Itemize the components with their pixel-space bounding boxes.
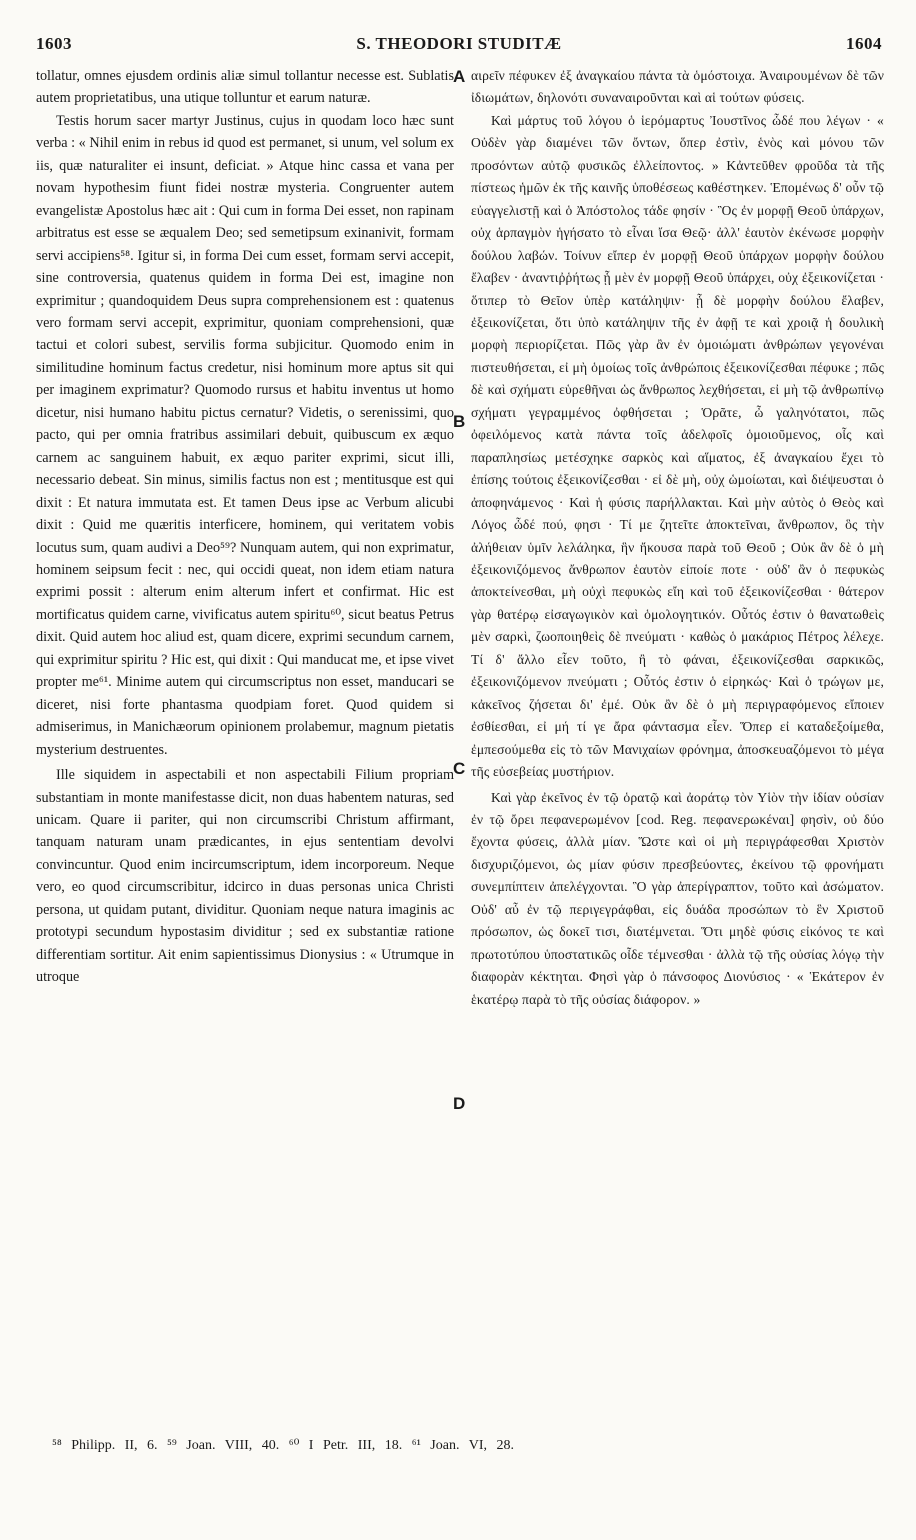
running-title: S. THEODORI STUDITÆ (356, 34, 562, 53)
latin-column (36, 65, 454, 989)
greek-paragraph: Καὶ μάρτυς τοῦ λόγου ὁ ἱερόμαρτυς Ἰουστῖνος ὧδέ που λέγων · « Οὐδὲν γὰρ διαμένει τῶν ὄντων, ὅπερ ἐστὶν, ἑνὸς καὶ μόνου τῶν προσόντων αὐτῷ φυσικῶς ἐλλείποντος. » Κἀντεῦθεν φροῦδα τὰ τῆς πίστεως ἡμῶν ἐκ τῆς καινῆς ὑποθέσεως καθέστηκεν. Ἑπομένως δ' οὖν τῷ εὐαγγελιστῇ καὶ ὁ Ἀπόστολος τάδε φησίν · Ὃς ἐν μορφῇ Θεοῦ ὑπάρχων, οὐχ ἁρπαγμὸν ἡγήσατο τὸ εἶναι ἴσα Θεῷ· ἀλλ' ἑαυτὸν ἐκένωσε μορφὴν δούλου λαβών. Τοίνυν εἴπερ ἐν μορφῇ Θεοῦ ὑπάρχων μορφὴν δούλου ἔλαβεν · ἀναντιῤῥήτως ᾗ μὲν ἐν μορφῇ Θεοῦ ὑπάρχει, οὐχ ἐξεικονίζεται · ὅτιπερ τὸ Θεῖον ὑπὲρ κατάληψιν· ᾗ δὲ μορφὴν δούλου ἔλαβεν, ἐξεικονίζεται, ὅτι ὑπὸ κατάληψιν τῆς ἐν ἀφῇ τε καὶ χροιᾷ ἡ δουλικὴ μορφὴ περιορίζεται. Πῶς γὰρ ἂν ἐν ὁμοιώματι ἀνθρώπων γεγονέναι πιστευθήσεται, εἰ μὴ ὁμοίως τοῖς ἀνθρώποις ἐξεικονίζεσθαι πέφυκε ; πῶς δὲ καὶ σχήματι εὑρεθῆναι ὡς ἄνθρωπος λεχθήσεται, εἰ μὴ τῷ ἀνθρωπίνῳ σχήματι γεγραμμένος ὀφθήσεται ; Ὁρᾶτε, ὦ γαληνότατοι, πῶς ὀφειλόμενος κατὰ πάντα τοῖς ἀδελφοῖς ὁμοιοῦμενος, οἷς καὶ παραπλησίως μετέσχηκε σαρκὸς καὶ αἵματος, ἐξ ἀναγκαίου ἔχει τὸ ἐπίσης τούτοις ἐξεικονίζεσθαι · εἰ δὲ μὴ, οὐχ ὡμοίωται, καὶ διέψευσται ὁ ἀποφηνάμενος · Καὶ ἡ φύσις παρήλλακται. Καὶ μὴν αὐτὸς ὁ Θεὸς καὶ Λόγος ὧδέ πού, φησι · Τί με ζητεῖτε ἀποκτεῖναι, ἄνθρωπον, ὃς τὴν ἀλήθειαν ὑμῖν λελάληκα, ἣν ἤκουσα παρὰ τοῦ Θεοῦ ; Οὐκ ἂν δὲ ὁ μὴ ἐξεικονιζόμενος ἄνθρωπον ἑαυτὸν εἰποίε ποτε · οὐδ' ἂν ὁ πεφυκὼς ἀποκτείνεσθαι, μὴ οὐχὶ πεφυκὼς εἴη καὶ τοῦ ἐξεικονίζεσθαι · θάτερον γὰρ θατέρῳ εἰσαγωγικὸν καὶ ὁμολογητικόν. Οὗτός ἐστιν ὁ θανατωθεὶς μὲν σαρκὶ, ζωοποιηθεὶς δὲ πνεύματι · καθὼς ὁ μακάριος Πέτρος λέλεχε. Τί δ' ἄλλο εἶεν τοῦτο, ἢ τὸ φάναι, ἐξεικονίζεσθαι σαρκικῶς, ἐξεικονιζόμενον πνεύματι ; Οὗτός ἐστιν ὁ εἰρηκώς· Καὶ ὁ τρώγων με, κἀκεῖνος ζήσεται δι' ἐμέ. Οὐκ ἂν δὲ ὁ μὴ περιγραφόμενος εἴποιεν ἐσθίεσθαι, εἰ μή τί γε ἄρα φάντασμα εἶεν. Ὅπερ εἰ καταδεξοίμεθα, ἐμπεσούμεθα εἰς τὸ τῶν Μανιχαίων φρόνημα, ἀποσκευαζόμενοι τὸ μέγα τῆς εὐσεβείας μυστήριον. (471, 112, 884, 780)
margin-letter-c: C (453, 759, 466, 778)
latin-paragraph: Testis horum sacer martyr Justinus, cujus in quodam loco hæc sunt verba : « Nihil enim in rebus id quod est permanet, si unum, vel solum ex iis, quæ naturaliter ei insunt, deficiat. » Atque hinc cassa et vana per novam hypothesim fiunt fidei nostræ mysteria. Congruenter autem evangelistæ Apostolus hæc ait : Qui cum in forma Dei esset, non rapinam arbitratus est esse se æqualem Deo; sed semetipsum exinanivit, formam servi accipiens⁵⁸. Igitur si, in forma Dei cum esset, formam servi accepit, sine controversia, quatenus quidem in forma Dei est, imagine non exprimitur ; quandoquidem Deus supra comprehensionem est : quatenus vero formam servi accepit, exprimitur, quoniam comprehensioni, quæ tactui et colori subest, servilis forma subjicitur. Quomodo enim in similitudine hominum factus credetur, nisi hominum more aptus sit qui per imaginem exprimatur? Quomodo rursus et habitu inventus ut homo dicetur, nisi humano habitu pictus cernatur? Videtis, o serenissimi, quo pacto, qui per omnia fratribus assimilari debuit, quibuscum ex æquo carnem ac sanguinem habuit, ex æquo pariter exprimi, sicut illi, necessario debeat. Sin minus, similis factus non est ; mentitusque est qui dixit : Et natura immutata est. Et tamen Deus ipse ac Verbum alicubi dixit : Quid me quæritis interficere, hominem, qui veritatem vobis locutus sum, quam audivi a Deo⁵⁹? Nunquam autem, qui non exprimatur, hominem seipsum fecit : nec, qui occidi queat, non idem etiam natura exprimi possit : alterum enim alterum infert et confirmat. Hic est mortificatus quidem carne, vivificatus autem spiritu⁶⁰, sicut beatus Petrus dixit. Quid autem hoc aliud est, quam dicere, exprimi secundum carnem, qui exprimitur spiritu ? Hic est, qui dixit : Qui manducat me, et ipse vivet propter me⁶¹. Minime autem qui circumscriptus non esset, manducari se diceret, nisi forte phantasma quodpiam foret. Quod quidem si admiserimus, in Manichæorum opinionem prolabemur, magnum pietatis mysterium destruentes. (36, 112, 454, 758)
greek-column (471, 65, 884, 1011)
latin-paragraph: tollatur, omnes ejusdem ordinis aliæ simul tollantur necesse est. Sublatis autem proprietatibus, una utique tolluntur et earum naturæ. (36, 68, 454, 107)
greek-paragraph: Καὶ γὰρ ἐκεῖνος ἐν τῷ ὁρατῷ καὶ ἀοράτῳ τὸν Υἱὸν τὴν ἰδίαν οὐσίαν ἐν τῷ ὄρει πεφανερωμένον [cod. Reg. πεφανερωκέναι] φησὶν, οὐ δύο ἔχοντα φύσεις, ἀλλὰ μίαν. Ὥστε καὶ οἱ μὴ περιγράφεσθαι Χριστὸν δισχυριζόμενοι, ὡς μίαν φύσιν πρεσβεύοντες, ἐκείνου τῷ φρονήματι συνεμπίπτειν ἀπελέγχονται. Ὃ γὰρ ἀπερίγραπτον, τοῦτο καὶ ἀσώματον. Οὐδ' αὖ ἐν τῷ περιγεγράφθαι, εἰς δυάδα προσώπων τὸ ἓν Χριστοῦ πρόσωπον, ὡς δοκεῖ τισι, διατέμνεται. Ὅτι μηδὲ φύσις εἰκόνος τε καὶ πρωτοτύπου ὑποστατικῶς οἶδε τέμνεσθαι · ἀλλὰ τῷ τῆς οὐσίας λόγῳ τὴν διαφορὰν κέκτηται. Φησὶ γὰρ ὁ πάνσοφος Διονύσιος · « Ἑκάτερον ἐν ἑκατέρῳ παρὰ τὸ τῆς οὐσίας διάφορον. » (471, 789, 884, 1007)
margin-letter-a: A (453, 67, 466, 86)
margin-letter-d: D (453, 1094, 466, 1113)
margin-letter-b: B (453, 412, 466, 431)
page-header (36, 34, 882, 60)
footnotes: ⁵⁸ Philipp. II, 6. ⁵⁹ Joan. VIII, 40. ⁶⁰ I Petr. III, 18. ⁶¹ Joan. VI, 28. (52, 1438, 514, 1453)
page-number-right: 1604 (846, 34, 882, 53)
latin-paragraph: Ille siquidem in aspectabili et non aspectabili Filium propriam substantiam in monte manifestasse dicit, non duas habentem naturas, sed unicam. Quare ii pariter, qui non circumscribi Christum affirmant, tanquam naturam unam prædicantes, in ejus sententiam devolvi convincuntur. Quod enim incircumscriptum, idem incorporeum. Neque vero, eo quod circumscribitur, idcirco in duas personas unica Christi persona, ut quidam putant, dividitur. Quoniam neque natura imaginis ac prototypi secundum hypostasim dividitur ; sed ex substantiæ ratione differentiam sortitur. Ait enim sapientissimus Dionysius : « Utrumque in utroque (36, 767, 454, 986)
page-number-left: 1603 (36, 34, 72, 53)
greek-paragraph: αιρεῖν πέφυκεν ἐξ ἀναγκαίου πάντα τὰ ὁμόστοιχα. Ἀναιρουμένων δὲ τῶν ἰδιωμάτων, δηλονότι συναναιροῦνται καὶ αἱ τούτων φύσεις. (471, 68, 884, 106)
